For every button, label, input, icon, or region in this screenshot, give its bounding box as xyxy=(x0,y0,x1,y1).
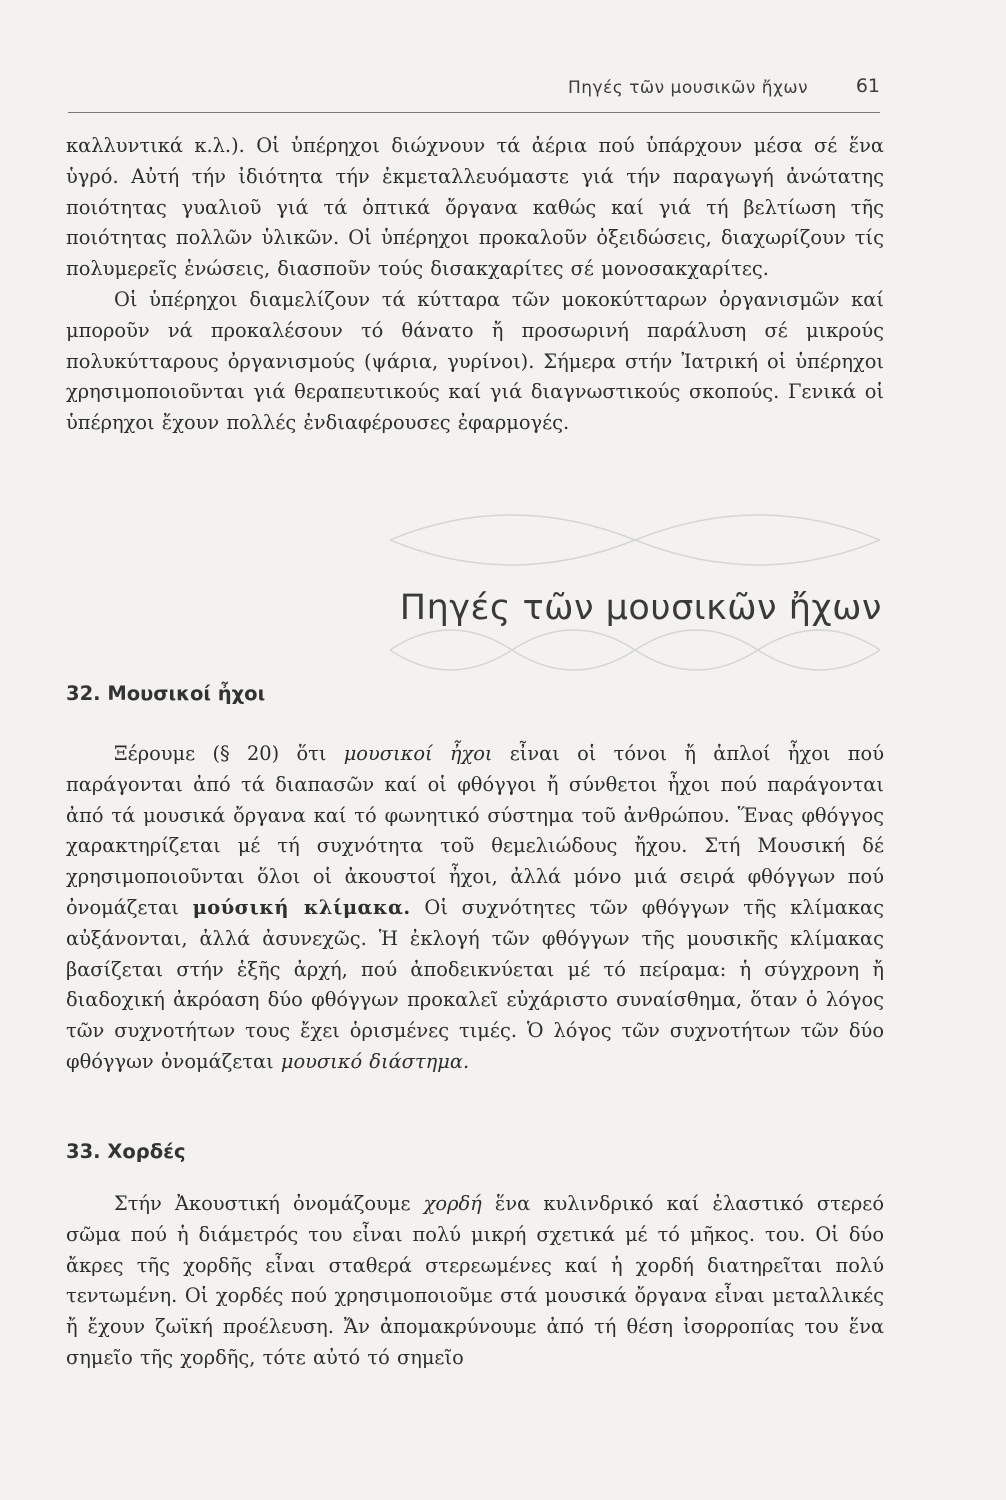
section-heading-32: 32. Μουσικοί ἦχοι xyxy=(66,682,266,705)
term-bold: μούσική κλίμακα. xyxy=(192,895,411,919)
text-run: ἕνα κυλινδρικό καί ἐλαστικό στερεό σῶμα πού ἡ διάμετρός του εἶναι πολύ μικρή σχετικά μέ τό μῆκος. του. Οἱ δύο ἄκρες τῆς χορδῆς εἶναι σταθερά στερεωμένες καί ἡ χορδή διατηρεῖται πολύ τεντωμένη. Οἱ χορδές πού χρησιμοποιοῦμε στά μουσικά ὄργανα εἶναι μεταλλικές ἤ ἔχουν ζωϊκή προέλευση. Ἄν ἀπομακρύνουμε ἀπό τή θέση ἰσορροπίας του ἕνα σημεῖο τῆς χορδῆς, τότε αὐτό τό σημεῖο xyxy=(66,1192,884,1369)
text-run: Οἱ συχνότητες τῶν φθόγγων τῆς κλίμακας αὐξάνονται, ἀλλά ἀσυνεχῶς. Ἡ ἐκλογή τῶν φθόγγων τῆς μουσικῆς κλίμακας βασίζεται στήν ἑξῆς ἀρχή, πού ἀποδεικνύεται μέ τό πείραμα: ἡ σύγχρονη ἤ διαδοχική ἀκρόαση δύο φθόγγων προκαλεῖ εὐχάριστο συναίσθημα, ὅταν ὁ λόγος τῶν συχνοτήτων τους ἔχει ὁρισμένες τιμές. Ὁ λόγος τῶν συχνοτήτων τῶν δύο φθόγγων ὀνομάζεται xyxy=(66,895,884,1073)
paragraph: καλλυντικά κ.λ.). Οἱ ὑπέρηχοι διώχνουν τά ἀέρια πού ὑπάρχουν μέσα σέ ἕνα ὑγρό. Αὐτή τήν ἰδιότητα τήν ἐκμεταλλευόμαστε γιά τήν παραγωγή ἀνώτατης ποιότητας γυαλιοῦ γιά τά ὀπτικά ὄργανα καθώς καί γιά τή βελτίωση τῆς ποιότητας πολλῶν ὑλικῶν. Οἱ ὑπέρηχοι προκαλοῦν ὀξειδώσεις, διαχωρίζουν τίς πολυμερεῖς ἑνώσεις, διασποῦν τούς δισακχαρίτες σέ μονοσακχαρίτες. xyxy=(66,134,884,281)
intro-text xyxy=(66,131,884,439)
term-italic: μουσικό διάστημα. xyxy=(280,1049,470,1073)
paragraph: Οἱ ὑπέρηχοι διαμελίζουν τά κύτταρα τῶν μοκοκύτταρων ὀργανισμῶν καί μποροῦν νά προκαλέσουν τό θάνατο ἤ προσωρινή παράλυση σέ μικρούς πολυκύτταρους ὀργανισμούς (ψάρια, γυρίνοι). Σήμερα στήν Ἰατρική οἱ ὑπέρηχοι χρησιμοποιοῦνται γιά θεραπευτικούς καί γιά διαγνωστικούς σκοπούς. Γενικά οἱ ὑπέρηχοι ἔχουν πολλές ἐνδιαφέρουσες ἐφαρμογές. xyxy=(66,287,884,435)
running-header xyxy=(560,70,880,104)
running-title: Πηγές τῶν μουσικῶν ἤχων xyxy=(568,78,809,98)
term-italic: χορδή xyxy=(423,1192,482,1215)
text-run: εἶναι οἱ τόνοι ἤ ἁπλοί ἦχοι πού παράγονται ἀπό τά διαπασῶν καί οἱ φθόγγοι ἤ σύνθετοι ἦχοι πού παράγονται ἀπό τά μουσικά ὄργανα καί τό φωνητικό σύστημα τοῦ ἀνθρώπου. Ἕνας φθόγγος χαρακτηρίζεται μέ τή συχνότητα τοῦ θεμελιώδους ἤχου. Στή Μουσική δέ χρησιμοποιοῦνται ὅλοι οἱ ἀκουστοί ἦχοι, ἀλλά μόνο μιά σειρά φθόγγων πού ὀνομάζεται xyxy=(66,742,884,919)
term-italic: μουσικοί ἦχοι xyxy=(343,742,493,765)
header-rule xyxy=(68,112,880,113)
chapter-title: Πηγές τῶν μουσικῶν ἤχων xyxy=(399,588,882,628)
text-run: Στήν Ἀκουστική ὀνομάζουμε xyxy=(114,1192,424,1215)
section-33-text xyxy=(66,1189,884,1374)
page-number: 61 xyxy=(855,75,880,97)
section-32-text xyxy=(66,739,884,1078)
paragraph xyxy=(66,1189,884,1374)
section-heading-33: 33. Χορδές xyxy=(66,1140,186,1163)
paragraph xyxy=(66,739,884,1078)
text-run: Ξέρουμε (§ 20) ὅτι xyxy=(114,742,344,765)
